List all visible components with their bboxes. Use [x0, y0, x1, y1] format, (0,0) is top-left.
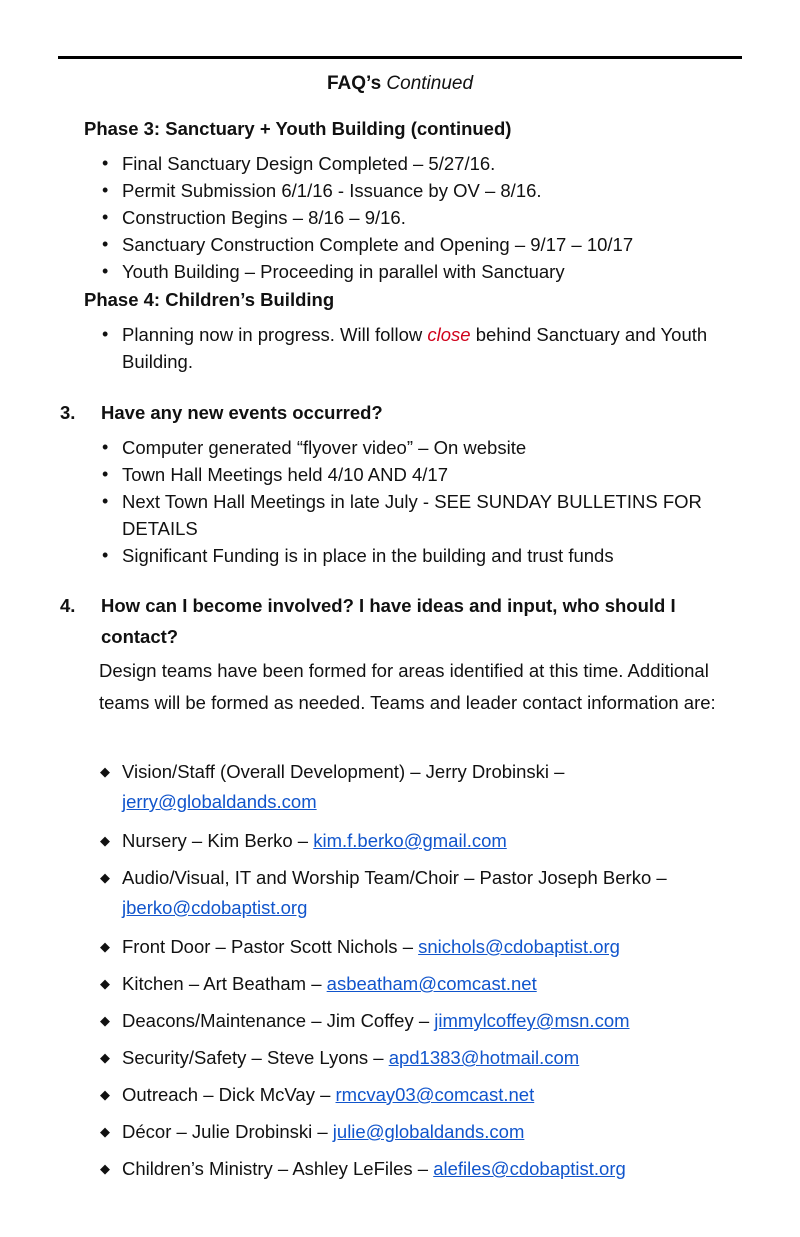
- contact-email-link[interactable]: jberko@cdobaptist.org: [122, 897, 308, 918]
- list-item: • Final Sanctuary Design Completed – 5/27/16.: [98, 150, 738, 177]
- contact-label: Audio/Visual, IT and Worship Team/Choir – Pastor Joseph Berko –: [122, 867, 667, 888]
- contact-email-link[interactable]: apd1383@hotmail.com: [388, 1047, 580, 1068]
- diamond-bullet-icon: ◆: [100, 833, 110, 848]
- diamond-bullet-icon: ◆: [100, 939, 110, 954]
- title-italic: Continued: [386, 73, 474, 94]
- list-item: • Significant Funding is in place in the building and trust funds: [98, 542, 738, 569]
- diamond-bullet-icon: ◆: [100, 1013, 110, 1028]
- list-item: • Youth Building – Proceeding in parallel with Sanctuary: [98, 258, 738, 285]
- list-item: • Computer generated “flyover video” – On website: [98, 434, 738, 461]
- phase4-text-post: behind Sanctuary and Youth Building.: [122, 324, 708, 372]
- diamond-bullet-icon: ◆: [100, 1050, 110, 1065]
- contact-label: Nursery – Kim Berko –: [122, 830, 309, 851]
- contact-item: [100, 969, 762, 999]
- question-text: How can I become involved? I have ideas and input, who should I contact?: [101, 595, 676, 647]
- contact-item: [100, 1043, 762, 1073]
- phase3-list: [98, 150, 738, 285]
- contact-label: Vision/Staff (Overall Development) – Jerry Drobinski –: [122, 761, 565, 782]
- contact-item: [100, 1080, 762, 1110]
- phase3-heading: Phase 3: Sanctuary + Youth Building (continued): [84, 118, 512, 139]
- page-title: [0, 73, 800, 95]
- diamond-bullet-icon: ◆: [100, 1087, 110, 1102]
- contact-item: [100, 1117, 762, 1147]
- contact-label: Security/Safety – Steve Lyons –: [122, 1047, 384, 1068]
- list-item: • Construction Begins – 8/16 – 9/16.: [98, 204, 738, 231]
- question-text: Have any new events occurred?: [101, 402, 383, 423]
- contact-item: [100, 863, 762, 923]
- contact-label: Kitchen – Art Beatham –: [122, 973, 322, 994]
- list-item: • Town Hall Meetings held 4/10 AND 4/17: [98, 461, 738, 488]
- contact-label: Deacons/Maintenance – Jim Coffey –: [122, 1010, 430, 1031]
- contact-item: [100, 1154, 762, 1184]
- contact-item: [100, 826, 762, 856]
- contact-email-link[interactable]: kim.f.berko@gmail.com: [313, 830, 507, 851]
- contact-email-link[interactable]: julie@globaldands.com: [332, 1121, 525, 1142]
- list-item: [98, 321, 738, 375]
- contact-label: Children’s Ministry – Ashley LeFiles –: [122, 1158, 429, 1179]
- diamond-bullet-icon: ◆: [100, 1124, 110, 1139]
- contact-email-link[interactable]: alefiles@cdobaptist.org: [433, 1158, 626, 1179]
- q3-list: [98, 434, 738, 569]
- phase4-heading: Phase 4: Children’s Building: [84, 289, 335, 310]
- question-4: [60, 590, 760, 654]
- diamond-bullet-icon: ◆: [100, 1161, 110, 1176]
- top-rule: [58, 56, 742, 59]
- list-item: • Sanctuary Construction Complete and Opening – 9/17 – 10/17: [98, 231, 738, 258]
- contact-label: Outreach – Dick McVay –: [122, 1084, 331, 1105]
- contact-item: [100, 757, 762, 817]
- contact-item: [100, 1006, 762, 1036]
- contact-item: [100, 932, 762, 962]
- diamond-bullet-icon: ◆: [100, 764, 110, 779]
- question-number: 4.: [60, 595, 76, 616]
- contact-email-link[interactable]: jimmylcoffey@msn.com: [434, 1010, 630, 1031]
- list-item: • Permit Submission 6/1/16 - Issuance by OV – 8/16.: [98, 177, 738, 204]
- question-number: 3.: [60, 402, 76, 423]
- title-bold: FAQ’s: [326, 73, 382, 94]
- question-3: [60, 397, 760, 429]
- phase4-highlight: close: [427, 324, 471, 345]
- contact-label: Décor – Julie Drobinski –: [122, 1121, 328, 1142]
- contact-label: Front Door – Pastor Scott Nichols –: [122, 936, 413, 957]
- contact-email-link[interactable]: snichols@cdobaptist.org: [418, 936, 620, 957]
- phase4-text-pre: Planning now in progress. Will follow: [122, 324, 428, 345]
- q4-intro: Design teams have been formed for areas identified at this time. Additional teams will be formed as needed. Teams and leader contact information are:: [99, 660, 716, 713]
- list-item: • Next Town Hall Meetings in late July - SEE SUNDAY BULLETINS FOR DETAILS: [98, 488, 738, 542]
- diamond-bullet-icon: ◆: [100, 870, 110, 885]
- contact-email-link[interactable]: jerry@globaldands.com: [122, 791, 317, 812]
- diamond-bullet-icon: ◆: [100, 976, 110, 991]
- contact-email-link[interactable]: asbeatham@comcast.net: [326, 973, 537, 994]
- phase4-list: [98, 321, 738, 375]
- contact-email-link[interactable]: rmcvay03@comcast.net: [335, 1084, 535, 1105]
